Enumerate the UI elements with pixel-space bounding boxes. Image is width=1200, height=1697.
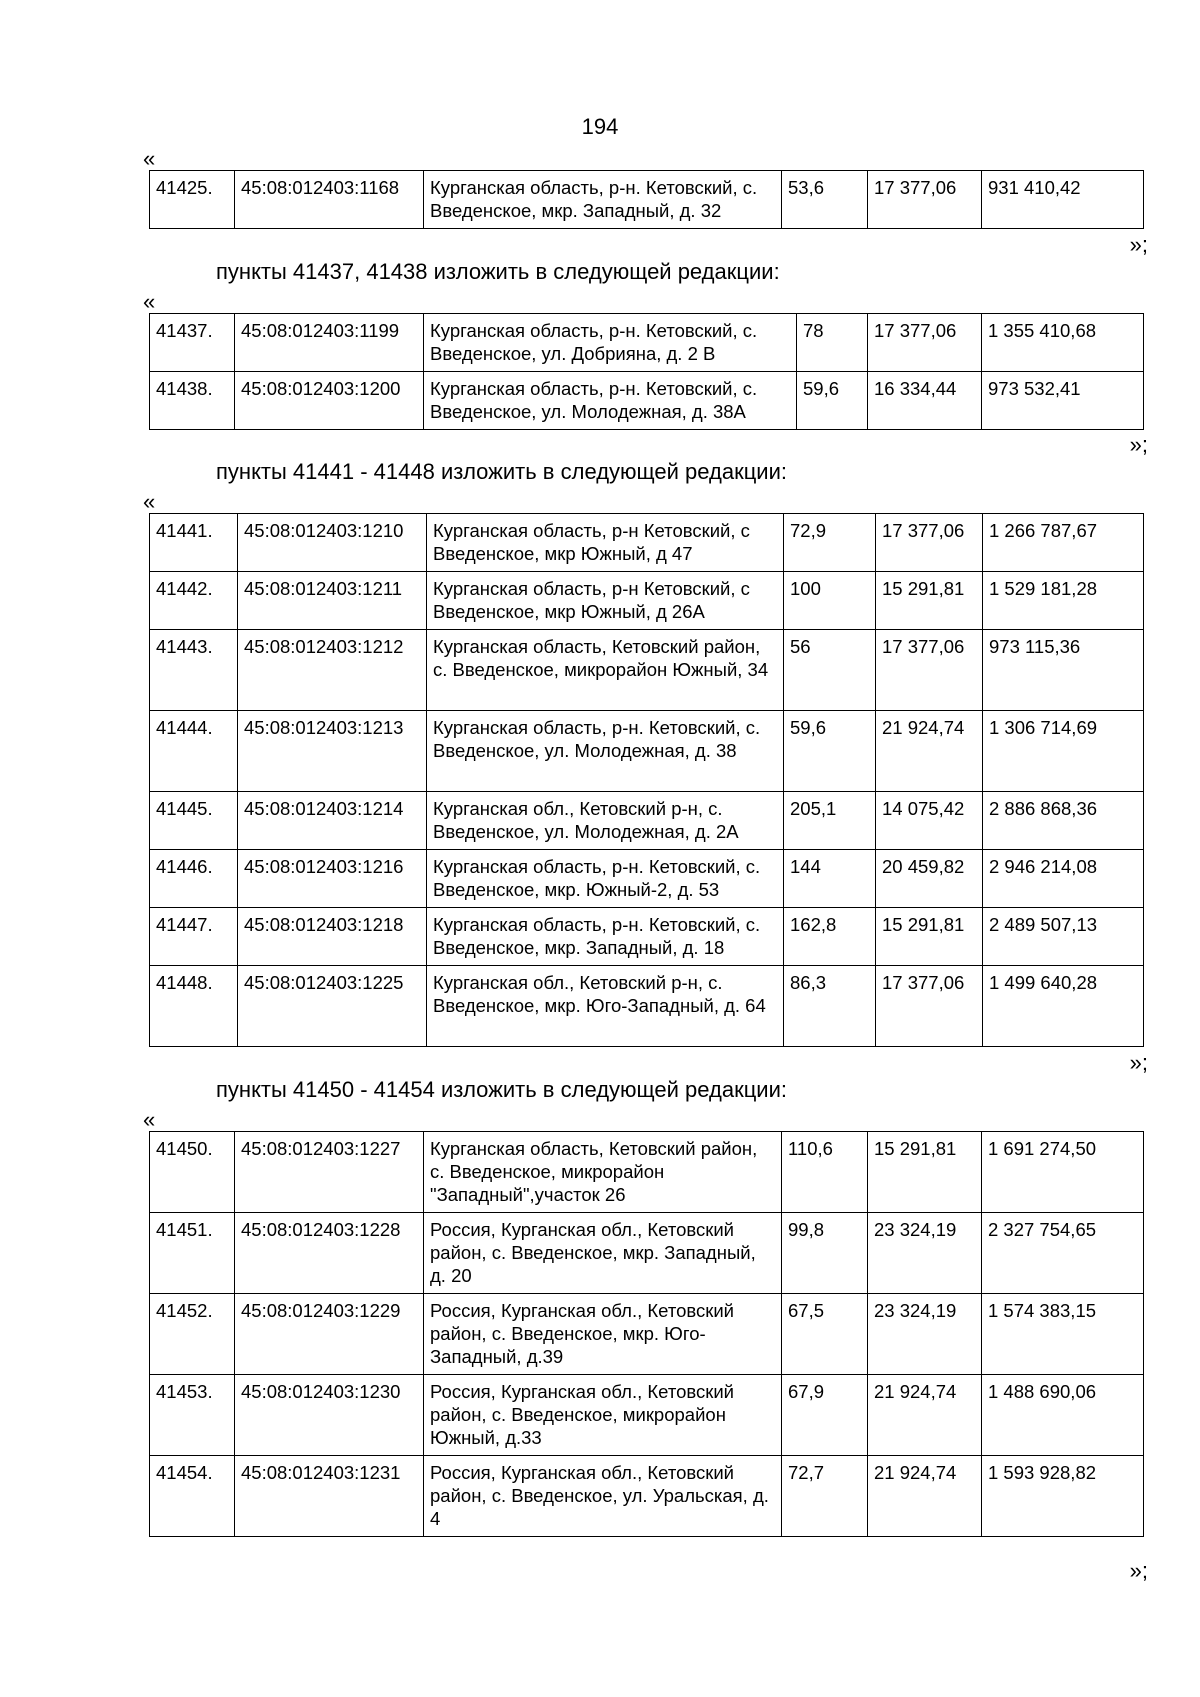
- area: 110,6: [782, 1132, 868, 1213]
- cadastral-value: 973 115,36: [983, 630, 1144, 711]
- cadastral-number: 45:08:012403:1211: [238, 572, 427, 630]
- area: 78: [797, 314, 868, 372]
- cadastral-number: 45:08:012403:1231: [235, 1456, 424, 1537]
- address: Курганская обл., Кетовский р-н, с. Введенское, мкр. Юго-Западный, д. 64: [427, 966, 784, 1047]
- row-number: 41443.: [150, 630, 238, 711]
- open-quote: «: [143, 146, 156, 171]
- area: 205,1: [784, 792, 876, 850]
- area: 100: [784, 572, 876, 630]
- area: 59,6: [797, 372, 868, 430]
- rate: 16 334,44: [868, 372, 982, 430]
- cadastral-value: 2 946 214,08: [983, 850, 1144, 908]
- cadastral-value: 1 266 787,67: [983, 514, 1144, 572]
- cadastral-value: 1 499 640,28: [983, 966, 1144, 1047]
- section-heading: пункты 41437, 41438 изложить в следующей редакции:: [216, 259, 780, 284]
- close-quote: »;: [1129, 1050, 1148, 1075]
- section-heading: пункты 41450 - 41454 изложить в следующей редакции:: [216, 1077, 788, 1102]
- address: Курганская область, р-н. Кетовский, с. Введенское, мкр. Западный, д. 32: [424, 171, 782, 229]
- rate: 17 377,06: [876, 966, 983, 1047]
- row-number: 41425.: [150, 171, 235, 229]
- address: Курганская область, р-н. Кетовский, с. Введенское, мкр. Западный, д. 18: [427, 908, 784, 966]
- cadastral-value: 1 574 383,15: [982, 1294, 1144, 1375]
- cadastral-number: 45:08:012403:1218: [238, 908, 427, 966]
- address: Россия, Курганская обл., Кетовский район, с. Введенское, мкр. Западный, д. 20: [424, 1213, 782, 1294]
- register-table: [149, 313, 1144, 430]
- cadastral-value: 2 327 754,65: [982, 1213, 1144, 1294]
- row-number: 41445.: [150, 792, 238, 850]
- area: 67,9: [782, 1375, 868, 1456]
- table-row: [150, 908, 1144, 966]
- register-table: [149, 1131, 1144, 1537]
- area: 86,3: [784, 966, 876, 1047]
- area: 72,9: [784, 514, 876, 572]
- cadastral-number: 45:08:012403:1199: [235, 314, 424, 372]
- address: Курганская область, р-н Кетовский, с Введенское, мкр Южный, д 26А: [427, 572, 784, 630]
- address: Россия, Курганская обл., Кетовский район, с. Введенское, мкр. Юго-Западный, д.39: [424, 1294, 782, 1375]
- table-row: [150, 792, 1144, 850]
- register-table: [149, 513, 1144, 1047]
- close-quote: »;: [1129, 1558, 1148, 1583]
- rate: 21 924,74: [876, 711, 983, 792]
- address: Курганская область, р-н. Кетовский, с. Введенское, ул. Молодежная, д. 38: [427, 711, 784, 792]
- cadastral-number: 45:08:012403:1213: [238, 711, 427, 792]
- row-number: 41448.: [150, 966, 238, 1047]
- rate: 15 291,81: [876, 908, 983, 966]
- address: Курганская область, Кетовский район, с. Введенское, микрорайон Южный, 34: [427, 630, 784, 711]
- rate: 21 924,74: [868, 1456, 982, 1537]
- row-number: 41451.: [150, 1213, 235, 1294]
- cadastral-number: 45:08:012403:1230: [235, 1375, 424, 1456]
- table-row: [150, 1375, 1144, 1456]
- cadastral-number: 45:08:012403:1227: [235, 1132, 424, 1213]
- cadastral-value: 1 593 928,82: [982, 1456, 1144, 1537]
- area: 72,7: [782, 1456, 868, 1537]
- rate: 20 459,82: [876, 850, 983, 908]
- cadastral-value: 2 489 507,13: [983, 908, 1144, 966]
- table-row: [150, 966, 1144, 1047]
- rate: 14 075,42: [876, 792, 983, 850]
- address: Курганская область, р-н. Кетовский, с. Введенское, ул. Добрияна, д. 2 В: [424, 314, 797, 372]
- table-row: [150, 1213, 1144, 1294]
- row-number: 41437.: [150, 314, 235, 372]
- area: 53,6: [782, 171, 868, 229]
- register-table: [149, 170, 1144, 229]
- table-row: [150, 1294, 1144, 1375]
- table-row: [150, 171, 1144, 229]
- cadastral-value: 1 355 410,68: [982, 314, 1144, 372]
- open-quote: «: [143, 1107, 156, 1132]
- cadastral-value: 973 532,41: [982, 372, 1144, 430]
- table-row: [150, 850, 1144, 908]
- rate: 21 924,74: [868, 1375, 982, 1456]
- address: Россия, Курганская обл., Кетовский район, с. Введенское, ул. Уральская, д. 4: [424, 1456, 782, 1537]
- open-quote: «: [143, 289, 156, 314]
- row-number: 41438.: [150, 372, 235, 430]
- rate: 23 324,19: [868, 1213, 982, 1294]
- address: Курганская область, Кетовский район, с. Введенское, микрорайон "Западный",участок 26: [424, 1132, 782, 1213]
- cadastral-number: 45:08:012403:1210: [238, 514, 427, 572]
- area: 59,6: [784, 711, 876, 792]
- row-number: 41444.: [150, 711, 238, 792]
- row-number: 41450.: [150, 1132, 235, 1213]
- cadastral-number: 45:08:012403:1168: [235, 171, 424, 229]
- cadastral-number: 45:08:012403:1214: [238, 792, 427, 850]
- table-row: [150, 1132, 1144, 1213]
- row-number: 41442.: [150, 572, 238, 630]
- section-heading: пункты 41441 - 41448 изложить в следующей редакции:: [216, 459, 788, 484]
- rate: 17 377,06: [868, 171, 982, 229]
- table-row: [150, 630, 1144, 711]
- rate: 17 377,06: [876, 630, 983, 711]
- address: Россия, Курганская обл., Кетовский район, с. Введенское, микрорайон Южный, д.33: [424, 1375, 782, 1456]
- row-number: 41452.: [150, 1294, 235, 1375]
- cadastral-number: 45:08:012403:1225: [238, 966, 427, 1047]
- address: Курганская обл., Кетовский р-н, с. Введенское, ул. Молодежная, д. 2А: [427, 792, 784, 850]
- table-row: [150, 372, 1144, 430]
- rate: 15 291,81: [876, 572, 983, 630]
- row-number: 41453.: [150, 1375, 235, 1456]
- cadastral-value: 1 306 714,69: [983, 711, 1144, 792]
- rate: 15 291,81: [868, 1132, 982, 1213]
- cadastral-value: 931 410,42: [982, 171, 1144, 229]
- cadastral-number: 45:08:012403:1200: [235, 372, 424, 430]
- rate: 17 377,06: [868, 314, 982, 372]
- area: 99,8: [782, 1213, 868, 1294]
- cadastral-number: 45:08:012403:1229: [235, 1294, 424, 1375]
- cadastral-number: 45:08:012403:1228: [235, 1213, 424, 1294]
- cadastral-number: 45:08:012403:1216: [238, 850, 427, 908]
- rate: 23 324,19: [868, 1294, 982, 1375]
- rate: 17 377,06: [876, 514, 983, 572]
- area: 67,5: [782, 1294, 868, 1375]
- table-row: [150, 1456, 1144, 1537]
- row-number: 41454.: [150, 1456, 235, 1537]
- row-number: 41446.: [150, 850, 238, 908]
- cadastral-number: 45:08:012403:1212: [238, 630, 427, 711]
- area: 56: [784, 630, 876, 711]
- table-row: [150, 514, 1144, 572]
- page-number: 194: [581, 114, 619, 139]
- address: Курганская область, р-н Кетовский, с Введенское, мкр Южный, д 47: [427, 514, 784, 572]
- table-row: [150, 314, 1144, 372]
- open-quote: «: [143, 489, 156, 514]
- area: 162,8: [784, 908, 876, 966]
- table-row: [150, 572, 1144, 630]
- close-quote: »;: [1129, 232, 1148, 257]
- area: 144: [784, 850, 876, 908]
- cadastral-value: 2 886 868,36: [983, 792, 1144, 850]
- table-row: [150, 711, 1144, 792]
- cadastral-value: 1 488 690,06: [982, 1375, 1144, 1456]
- row-number: 41447.: [150, 908, 238, 966]
- cadastral-value: 1 529 181,28: [983, 572, 1144, 630]
- cadastral-value: 1 691 274,50: [982, 1132, 1144, 1213]
- address: Курганская область, р-н. Кетовский, с. Введенское, мкр. Южный-2, д. 53: [427, 850, 784, 908]
- row-number: 41441.: [150, 514, 238, 572]
- address: Курганская область, р-н. Кетовский, с. Введенское, ул. Молодежная, д. 38А: [424, 372, 797, 430]
- close-quote: »;: [1129, 432, 1148, 457]
